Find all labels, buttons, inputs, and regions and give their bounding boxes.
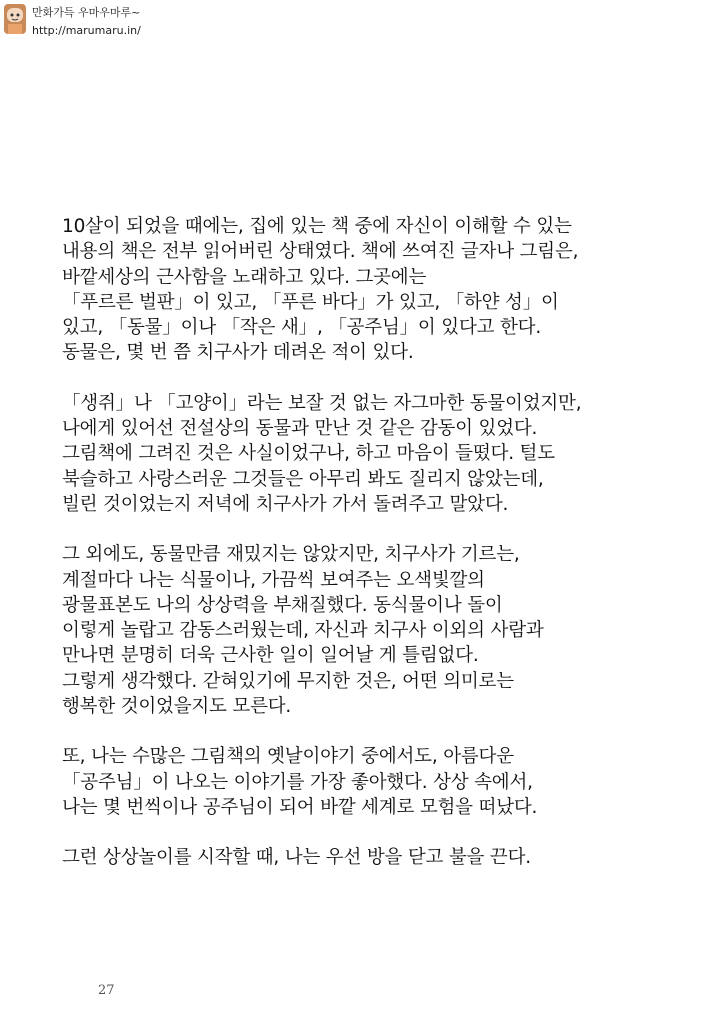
text-line: 그 외에도, 동물만큼 재밌지는 않았지만, 치구사가 기르는,	[62, 544, 520, 566]
text-line: 북슬하고 사랑스러운 그것들은 아무리 봐도 질리지 않았는데,	[62, 468, 544, 490]
paragraph-3	[62, 542, 682, 719]
watermark-url: http://marumaru.in/	[32, 24, 141, 37]
text-line: 빌린 것이었는지 저녁에 치구사가 가서 돌려주고 말았다.	[62, 493, 509, 515]
text-line: 계절마다 나는 식물이나, 가끔씩 보여주는 오색빛깔의	[62, 569, 485, 591]
body-text	[62, 214, 682, 896]
text-line: 그런 상상놀이를 시작할 때, 나는 우선 방을 닫고 불을 끈다.	[62, 847, 531, 869]
text-line: 나는 몇 번씩이나 공주님이 되어 바깥 세계로 모험을 떠났다.	[62, 796, 538, 818]
text-line: 나에게 있어선 전설상의 동물과 만난 것 같은 감동이 있었다.	[62, 418, 538, 440]
text-line: 바깥세상의 근사함을 노래하고 있다. 그곳에는	[62, 266, 427, 288]
site-watermark	[0, 0, 150, 48]
text-line: 동물은, 몇 번 쯤 치구사가 데려온 적이 있다.	[62, 342, 414, 364]
text-line: 그림책에 그려진 것은 사실이었구나, 하고 마음이 들떴다. 털도	[62, 443, 555, 465]
text-line: 「공주님」이 나오는 이야기를 가장 좋아했다. 상상 속에서,	[62, 771, 533, 793]
text-line: 이렇게 놀랍고 감동스러웠는데, 자신과 치구사 이외의 사람과	[62, 620, 544, 642]
mascot-avatar-icon	[2, 2, 28, 40]
text-line: 만나면 분명히 더욱 근사한 일이 일어날 게 틀림없다.	[62, 645, 479, 667]
text-line: 10살이 되었을 때에는, 집에 있는 책 중에 자신이 이해할 수 있는	[62, 216, 572, 237]
text-line: 광물표본도 나의 상상력을 부채질했다. 동식물이나 돌이	[62, 594, 503, 616]
text-line: 또, 나는 수많은 그림책의 옛날이야기 중에서도, 아름다운	[62, 746, 514, 768]
text-line: 「생쥐」나 「고양이」라는 보잘 것 없는 자그마한 동물이었지만,	[62, 392, 582, 414]
page-number: 27	[98, 983, 115, 998]
text-line: 있고, 「동물」이나 「작은 새」, 「공주님」이 있다고 한다.	[62, 317, 542, 339]
text-line: 「푸르른 벌판」이 있고, 「푸른 바다」가 있고, 「하얀 성」이	[62, 291, 559, 313]
paragraph-2	[62, 391, 682, 517]
paragraph-5	[62, 845, 682, 870]
text-line: 행복한 것이었을지도 모른다.	[62, 696, 292, 718]
paragraph-4	[62, 744, 682, 820]
text-line: 내용의 책은 전부 읽어버린 상태였다. 책에 쓰여진 글자나 그림은,	[62, 241, 579, 263]
watermark-site-name: 만화가득 우마우마루~	[32, 6, 141, 19]
paragraph-1	[62, 214, 682, 366]
text-line: 그렇게 생각했다. 갇혀있기에 무지한 것은, 어떤 의미로는	[62, 670, 514, 692]
